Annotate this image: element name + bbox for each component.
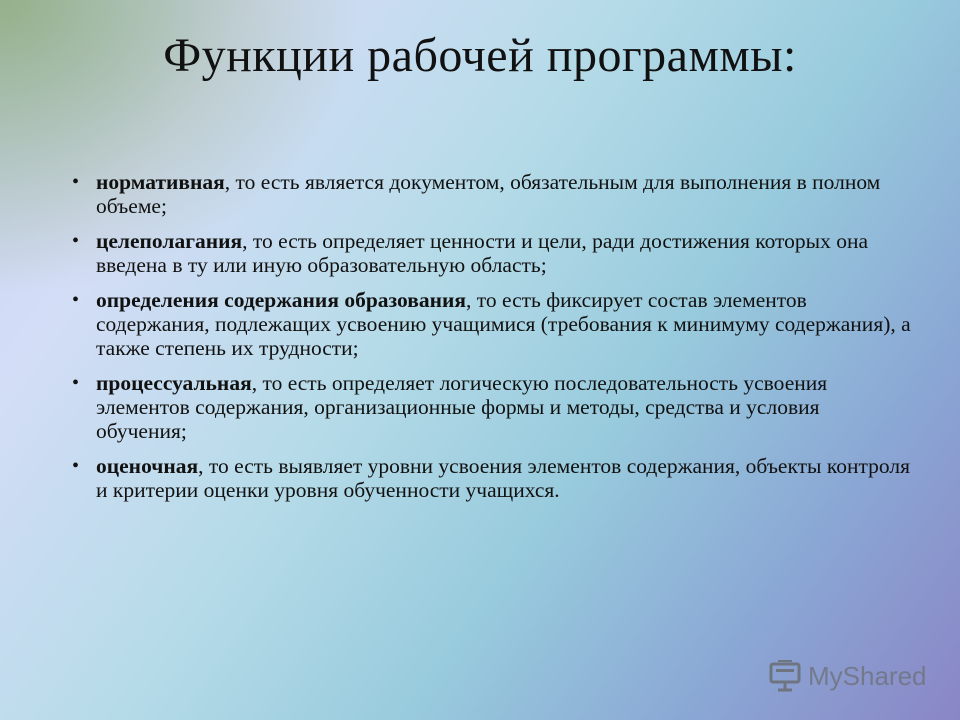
item-text: , то есть фиксирует состав элементов содержания, подлежащих усвоению учащимися (требования к минимуму содержания), а также степень их трудности; (96, 288, 911, 360)
list-item (72, 288, 912, 360)
list-item (72, 454, 912, 502)
item-term: оценочная (96, 454, 199, 478)
bullet-icon: • (72, 171, 80, 193)
item-text: , то есть определяет логическую последовательность усвоения элементов содержания, организационные формы и методы, средства и условия обучения; (96, 371, 828, 443)
item-term: определения содержания образования (96, 288, 467, 312)
list-item (72, 170, 912, 218)
item-term: нормативная (96, 170, 225, 194)
item-text: , то есть определяет ценности и цели, ради достижения которых она введена в ту или иную образовательную область; (96, 229, 869, 277)
function-list (72, 170, 912, 513)
item-term: целеполагания (96, 229, 243, 253)
list-item (72, 229, 912, 277)
slide-title: Функции рабочей программы: (163, 29, 797, 82)
bullet-icon: • (72, 230, 80, 252)
presentation-board-icon (768, 659, 802, 693)
watermark-text: MyShared (808, 660, 927, 691)
list-item (72, 371, 912, 443)
bullet-icon: • (72, 372, 80, 394)
item-text: , то есть выявляет уровни усвоения элементов содержания, объекты контроля и критерии оценки уровня обученности учащихся. (96, 454, 910, 502)
bullet-icon: • (72, 455, 80, 477)
item-text: , то есть является документом, обязательным для выполнения в полном объеме; (96, 170, 881, 218)
bullet-icon: • (72, 289, 80, 311)
watermark-logo[interactable] (768, 656, 927, 696)
item-term: процессуальная (96, 371, 252, 395)
